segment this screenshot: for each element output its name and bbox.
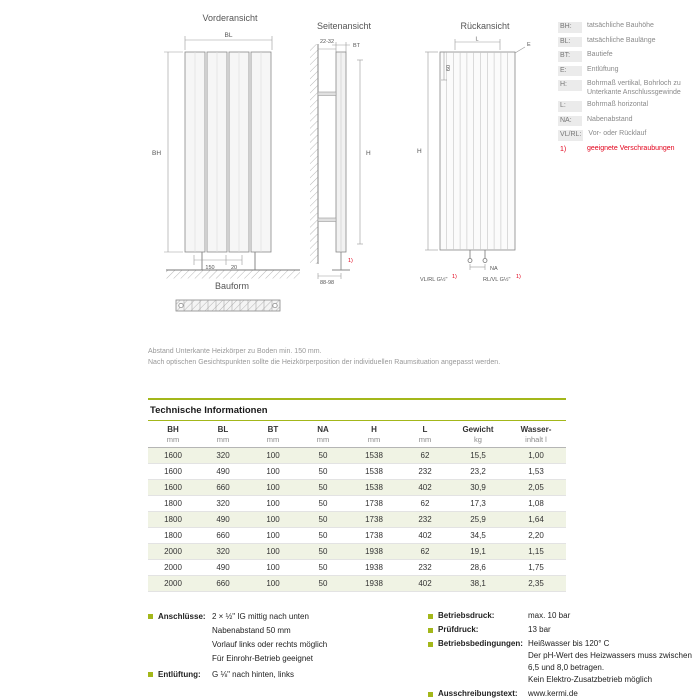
front-dim-bh-label: BH (152, 150, 162, 157)
spec-item (428, 688, 696, 700)
legend-abbr: VL/RL: (558, 130, 583, 141)
spec-value-line: www.kermi.de (528, 689, 578, 698)
table-cell: 660 (216, 483, 230, 492)
table-row (148, 448, 566, 464)
table-cell: 1538 (365, 451, 383, 460)
table-cell: 1,75 (528, 563, 544, 572)
table-cell: 1938 (365, 547, 383, 556)
rear-dim-e-label: E (527, 42, 531, 48)
legend-text: Bohrmaß horizontal (587, 101, 649, 108)
table-cell: 2,05 (528, 483, 544, 492)
legend-item (558, 101, 696, 112)
table-cell: 490 (216, 515, 230, 524)
spec-label (148, 610, 212, 666)
column-name: BT (267, 425, 279, 434)
table-cell: 50 (318, 499, 328, 508)
front-view-drawing (150, 26, 310, 288)
spec-item (148, 668, 426, 682)
table-column-header (248, 425, 298, 444)
column-unit: inhalt l (525, 435, 547, 444)
table-cell: 1,53 (528, 467, 544, 476)
table-cell: 50 (318, 563, 328, 572)
front-dim-bottom (194, 255, 242, 265)
table-cell: 50 (318, 467, 328, 476)
table-cell: 25,9 (470, 515, 486, 524)
table-cell: 1738 (365, 515, 383, 524)
front-dim-bh (164, 52, 183, 252)
table-cell: 1,08 (528, 499, 544, 508)
table-cell: 2000 (164, 547, 182, 556)
table-cell: 320 (216, 499, 230, 508)
legend-item (558, 22, 696, 33)
table-cell: 1938 (365, 579, 383, 588)
rear-dim-na (470, 264, 485, 270)
front-radiator-body (185, 52, 271, 252)
rear-view-title: Rückansicht (460, 21, 510, 31)
rear-dim-h (425, 52, 438, 250)
spec-label-text: Entlüftung: (158, 670, 201, 679)
legend-item (558, 145, 696, 156)
legend-abbr: BL: (558, 37, 582, 48)
table-row (148, 544, 566, 560)
specs-right (428, 610, 696, 700)
front-view-title: Vorderansicht (202, 13, 258, 23)
bullet-icon (428, 628, 433, 633)
rear-vl-label: VL/RL G½" (420, 277, 448, 283)
column-unit: mm (266, 435, 280, 444)
table-cell: 1538 (365, 467, 383, 476)
table-cell: 100 (266, 579, 280, 588)
legend-text: tatsächliche Bauhöhe (587, 22, 654, 29)
table-column-header (148, 425, 198, 444)
spec-value-line: Für Einrohr-Betrieb geeignet (212, 654, 313, 663)
table-column-header (198, 425, 248, 444)
rear-radiator-body (440, 52, 515, 250)
spec-value-line: Der pH-Wert des Heizwassers muss zwischen (528, 651, 692, 660)
legend-text: Entlüftung (587, 65, 619, 73)
table-cell: 1538 (365, 483, 383, 492)
table-cell: 232 (418, 563, 432, 572)
spec-label (428, 638, 528, 686)
side-view-title: Seitenansicht (316, 21, 372, 31)
rear-connections (468, 250, 487, 263)
table-cell: 50 (318, 547, 328, 556)
table-cell: 402 (418, 531, 432, 540)
spec-label-text: Betriebsbedingungen: (438, 639, 523, 648)
side-ref-label: 1) (348, 258, 353, 264)
table-cell: 100 (266, 499, 280, 508)
bullet-icon (428, 642, 433, 647)
legend-item (558, 51, 696, 62)
table-cell: 62 (420, 547, 430, 556)
table-cell: 402 (418, 483, 432, 492)
rear-view-drawing (415, 34, 555, 286)
table-row (148, 464, 566, 480)
table-cell: 320 (216, 451, 230, 460)
table-cell: 1600 (164, 451, 182, 460)
spec-value (212, 610, 426, 666)
table-row (148, 512, 566, 528)
rear-dim-h-label: H (417, 148, 422, 155)
legend-item (558, 66, 696, 77)
spec-label (428, 688, 528, 700)
spec-label (428, 610, 528, 622)
spec-item (428, 638, 696, 686)
column-name: BL (217, 425, 229, 434)
legend-abbr: E: (558, 66, 582, 77)
spec-label-text: Betriebsdruck: (438, 611, 495, 620)
footnote (148, 346, 588, 368)
table-cell: 2,20 (528, 531, 544, 540)
table-header-row (148, 421, 566, 448)
table-cell: 1600 (164, 467, 182, 476)
bauform-section (176, 300, 280, 311)
table-cell: 1600 (164, 483, 182, 492)
table-cell: 15,5 (470, 451, 486, 460)
table-cell: 100 (266, 467, 280, 476)
spec-item (428, 624, 696, 636)
legend-abbr: H: (558, 80, 582, 91)
spec-value-line: max. 10 bar (528, 611, 571, 620)
side-radiator-body (336, 52, 346, 252)
column-name: BH (167, 425, 179, 434)
tech-info-table (148, 398, 566, 592)
column-unit: mm (418, 435, 432, 444)
legend-text: Vor- oder Rücklauf (588, 130, 647, 137)
rear-e-leader (515, 47, 525, 53)
spec-value-line: 2 × ½" IG mittig nach unten (212, 612, 309, 621)
table-cell: 1738 (365, 531, 383, 540)
bullet-icon (148, 614, 153, 619)
table-cell: 232 (418, 515, 432, 524)
table-cell: 660 (216, 579, 230, 588)
legend-abbr: BH: (558, 22, 582, 33)
column-name: L (422, 425, 428, 434)
side-dim-h (357, 60, 363, 244)
table-row (148, 528, 566, 544)
spec-label-text: Ausschreibungstext: (438, 689, 518, 698)
column-name: Wasser- (520, 425, 552, 434)
table-cell: 320 (216, 547, 230, 556)
table-cell: 1,15 (528, 547, 544, 556)
table-title: Technische Informationen (148, 398, 566, 421)
side-dim-bt (332, 42, 350, 52)
bullet-icon (148, 672, 153, 677)
spec-label (148, 668, 212, 682)
specs-left (148, 610, 426, 684)
rear-dim-l-label: L (475, 36, 479, 43)
bullet-icon (428, 614, 433, 619)
spec-label-text: Anschlüsse: (158, 612, 206, 621)
legend-item (558, 130, 696, 141)
table-cell: 1,00 (528, 451, 544, 460)
table-cell: 30,9 (470, 483, 486, 492)
table-cell: 2000 (164, 579, 182, 588)
spec-value (528, 610, 696, 622)
legend-abbr: BT: (558, 51, 582, 62)
spec-item (148, 610, 426, 666)
spec-value-line: 13 bar (528, 625, 551, 634)
bauform-title: Bauform (214, 281, 249, 291)
table-cell: 50 (318, 483, 328, 492)
table-cell: 1800 (164, 515, 182, 524)
table-cell: 2,35 (528, 579, 544, 588)
rear-rl-ref-label: 1) (516, 274, 521, 280)
spec-value-line: Vorlauf links oder rechts möglich (212, 640, 328, 649)
legend-abbr: 1) (560, 145, 567, 153)
table-cell: 1800 (164, 531, 182, 540)
table-cell: 1800 (164, 499, 182, 508)
column-unit: mm (367, 435, 381, 444)
spec-value (528, 688, 696, 700)
legend-item (558, 80, 696, 97)
wall-brackets (318, 92, 336, 222)
bullet-icon (428, 692, 433, 697)
legend-text: geeignete Verschraubungen (587, 144, 675, 152)
rear-dim-60-label: 60 (446, 64, 452, 72)
front-dim-20-label: 20 (230, 265, 238, 271)
table-cell: 50 (318, 531, 328, 540)
table-cell: 2000 (164, 563, 182, 572)
table-cell: 490 (216, 563, 230, 572)
table-cell: 23,2 (470, 467, 486, 476)
table-cell: 100 (266, 451, 280, 460)
table-cell: 19,1 (470, 547, 486, 556)
table-cell: 34,5 (470, 531, 486, 540)
side-view-drawing (298, 34, 390, 286)
wall (310, 44, 318, 264)
column-unit: kg (474, 435, 482, 444)
table-row (148, 560, 566, 576)
table-column-header (450, 425, 506, 444)
rear-rl-label: RL/VL G½" (483, 277, 511, 283)
legend-abbr: L: (558, 101, 582, 112)
table-cell: 50 (318, 515, 328, 524)
column-unit: mm (216, 435, 230, 444)
legend-item (558, 116, 696, 127)
spec-value-line: 6,5 und 8,0 betragen. (528, 663, 605, 672)
rear-dim-na-label: NA (490, 266, 498, 272)
side-dim-bottom-label: 88-98 (320, 280, 335, 286)
legend-text: tatsächliche Baulänge (587, 36, 656, 44)
legend-text: Bautiefe (587, 51, 613, 58)
table-cell: 232 (418, 467, 432, 476)
legend-item (558, 37, 696, 48)
table-row (148, 496, 566, 512)
table-cell: 62 (420, 451, 430, 460)
table-cell: 62 (420, 499, 430, 508)
column-unit: mm (166, 435, 180, 444)
table-cell: 402 (418, 579, 432, 588)
table-row (148, 480, 566, 496)
table-cell: 50 (318, 579, 328, 588)
table-cell: 17,3 (470, 499, 486, 508)
front-dim-bl-label: BL (224, 32, 233, 39)
table-cell: 28,6 (470, 563, 486, 572)
table-cell: 660 (216, 531, 230, 540)
spec-value (528, 624, 696, 636)
table-column-header (298, 425, 348, 444)
spec-item (428, 610, 696, 622)
table-cell: 1938 (365, 563, 383, 572)
table-cell: 50 (318, 451, 328, 460)
spec-value (212, 668, 426, 682)
side-dim-bt-label: BT (353, 43, 361, 49)
rear-vl-ref-label: 1) (452, 274, 457, 280)
legend-text: Nabenabstand (587, 115, 633, 123)
side-dim-bottom (318, 273, 341, 279)
table-cell: 1,64 (528, 515, 544, 524)
table-cell: 38,1 (470, 579, 486, 588)
table-body (148, 448, 566, 592)
side-dim-range-label: 22-32 (319, 39, 335, 45)
spec-label-text: Prüfdruck: (438, 625, 479, 634)
legend-abbr: NA: (558, 116, 582, 127)
table-cell: 100 (266, 515, 280, 524)
table-cell: 100 (266, 547, 280, 556)
table-row (148, 576, 566, 592)
footnote-line-1: Abstand Unterkante Heizkörper zu Boden min. 150 mm. (148, 348, 322, 355)
table-cell: 1738 (365, 499, 383, 508)
column-name: Gewicht (462, 425, 494, 434)
spec-label (428, 624, 528, 636)
table-cell: 100 (266, 531, 280, 540)
bauform-drawing (172, 294, 292, 318)
spec-value (528, 638, 696, 686)
table-cell: 100 (266, 483, 280, 492)
spec-value-line: Kein Elektro-Zusatzbetrieb möglich (528, 675, 653, 684)
column-unit: mm (316, 435, 330, 444)
table-cell: 100 (266, 563, 280, 572)
legend (558, 22, 696, 159)
spec-value-line: Nabenabstand 50 mm (212, 626, 291, 635)
spec-value-line: G ⅛" nach hinten, links (212, 670, 294, 679)
column-name: NA (317, 425, 329, 434)
column-name: H (371, 425, 377, 434)
front-dim-150-label: 150 (205, 265, 215, 271)
side-dim-h-label: H (366, 150, 371, 157)
table-column-header (506, 425, 566, 444)
legend-text: Bohrmaß vertikal, Bohrloch zu Unterkante Anschlussgewinde (587, 80, 681, 96)
footnote-line-2: Nach optischen Gesichtspunkten sollte die Heizkörperposition der individuellen Raumsituation angepasst werden. (148, 359, 501, 366)
table-column-header (400, 425, 450, 444)
table-column-header (348, 425, 400, 444)
table-cell: 490 (216, 467, 230, 476)
spec-value-line: Heißwasser bis 120° C (528, 639, 610, 648)
ground-line (166, 270, 300, 279)
